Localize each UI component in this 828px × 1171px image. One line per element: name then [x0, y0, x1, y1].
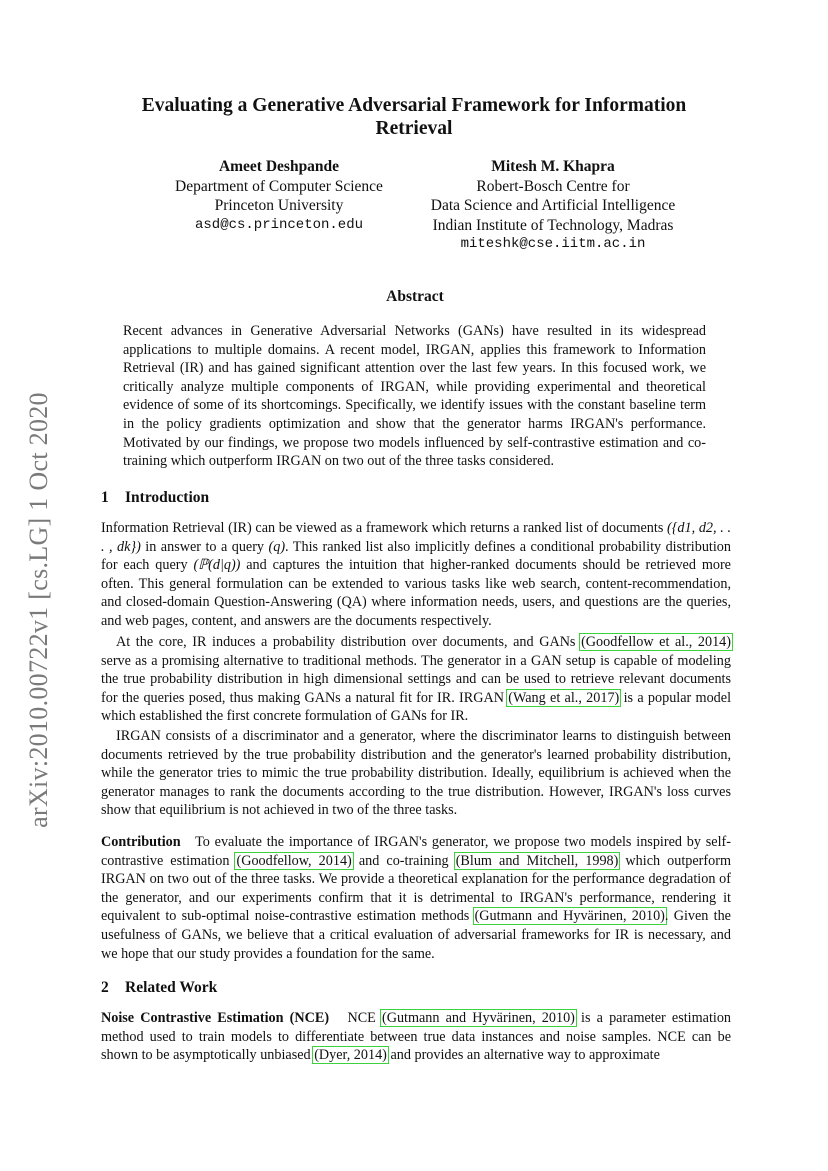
intro-paragraph-3: IRGAN consists of a discriminator and a generator, where the discriminator learns to distinguish between documents retrieved by the true probability distribution and the generator's learned probability distribution, while the generator tries to mimic the true probability distribution. Ideally, equilibrium is achieved when the generator manages to rank the documents according to the true distribution. However, IRGAN's loss curves show that equilibrium is not achieved in two of the three tasks.	[101, 728, 731, 819]
author-name: Mitesh M. Khapra	[491, 158, 615, 175]
text-run: At the core, IR induces a probability distribution over documents, and GANs	[116, 634, 582, 650]
author-name: Ameet Deshpande	[218, 158, 340, 175]
paper-title: Evaluating a Generative Adversarial Framework for Information Retrieval	[141, 95, 687, 139]
math-inline: (ℙ(d|q))	[193, 557, 241, 574]
contribution-label: Contribution	[101, 834, 181, 850]
section-title: Introduction	[125, 489, 210, 506]
citation-link[interactable]: (Goodfellow, 2014)	[236, 852, 352, 869]
text-run: serve as a promising alternative to traditional methods. The generator in a GAN setup is capable of modeling the true probability distribution in high dimensional settings and can be used to retrieve relevant documents for the queries posed, thus making GANs a natural fit for IR. IRGAN	[101, 652, 731, 706]
arxiv-stamp	[14, 375, 64, 845]
text-run: and captures the intuition that higher-ranked documents should be retrieved more often. This general formulation can be extended to various tasks like web search, content-recommendation, and closed-domain Question-Answering (QA) where information needs, users, and questions are the queries, and web pages, content, and answers are the documents respectively.	[101, 557, 731, 629]
citation-link[interactable]: (Goodfellow et al., 2014)	[581, 634, 732, 650]
citation-link[interactable]: (Dyer, 2014)	[314, 1047, 387, 1064]
author-affiliation: Department of Computer Science	[175, 177, 383, 195]
author-affiliation: Princeton University	[214, 197, 344, 214]
citation-link[interactable]: (Gutmann and Hyvärinen, 2010)	[474, 908, 665, 925]
section-title: Related Work	[125, 979, 218, 996]
citation-link[interactable]: (Wang et al., 2017)	[508, 689, 620, 706]
contribution-paragraph	[101, 833, 731, 963]
math-inline: ({d1, d2, . . . , dk})	[101, 520, 731, 555]
author-block-2	[405, 157, 701, 255]
author-block-1	[152, 157, 406, 235]
author-affiliation: Indian Institute of Technology, Madras	[432, 216, 674, 234]
intro-paragraph-2	[101, 633, 731, 726]
author-affiliation: Robert-Bosch Centre for	[476, 177, 630, 195]
author-email[interactable]: miteshk@cse.iitm.ac.in	[460, 236, 646, 252]
text-run: NCE	[347, 1010, 382, 1026]
nce-paragraph	[101, 1009, 731, 1065]
text-run: is a parameter estimation method used to train models to differentiate between true data instances and noise samples. NCE can be shown to be asymptotically unbiased	[101, 1010, 732, 1064]
citation-link[interactable]: (Gutmann and Hyvärinen, 2010)	[381, 1010, 575, 1026]
text-run: and provides an alternative way to approximate	[386, 1047, 660, 1064]
math-inline: (q)	[268, 538, 286, 555]
nce-label: Noise Contrastive Estimation (NCE)	[101, 1010, 330, 1026]
text-run: Information Retrieval (IR) can be viewed as a framework which returns a ranked list of documents	[101, 520, 668, 536]
text-run: . This ranked list also implicitly defines a conditional probability distribution for each query	[101, 538, 731, 574]
text-run: and co-training	[351, 852, 456, 869]
abstract-text: Recent advances in Generative Adversarial Networks (GANs) have resulted in its widespread applications to multiple domains. A recent model, IRGAN, applies this framework to Information Retrieval (IR) and has gained significant attention over the last few years. In this focused work, we critically analyze multiple components of IRGAN, while providing experimental and theoretical evidence of some of its shortcomings. Specifically, we identify issues with the constant baseline term in the policy gradients optimization and show that the generator harms IRGAN's performance. Motivated by our findings, we propose two models influenced by self-contrastive estimation and co-training which outperform IRGAN on two out of the three tasks considered.	[123, 323, 706, 470]
author-affiliation: Data Science and Artificial Intelligence	[430, 197, 676, 214]
text-run: is a popular model which established the first concrete formulation of GANs for IR.	[101, 689, 732, 725]
section-number: 2	[101, 979, 109, 996]
abstract-heading: Abstract	[386, 288, 444, 305]
text-run: To evaluate the importance of IRGAN's generator, we propose two models inspired by self-contrastive estimation	[101, 834, 731, 869]
section-number: 1	[101, 489, 109, 506]
section-heading-introduction	[101, 489, 731, 507]
citation-link[interactable]: (Blum and Mitchell, 1998)	[455, 852, 619, 869]
text-run: which outperform IRGAN on two out of the three tasks. We provide a theoretical explanation for the performance degradation of the generator, and our experiments confirm that it is detrimental to IRGAN's performance, rendering it equivalent to sub-optimal noise-contrastive estimation methods	[101, 852, 731, 925]
arxiv-stamp-text: arXiv:2010.00722v1 [cs.LG] 1 Oct 2020	[24, 392, 53, 828]
section-heading-related-work	[101, 979, 731, 997]
author-email[interactable]: asd@cs.princeton.edu	[194, 216, 364, 233]
intro-paragraph-1	[101, 519, 731, 631]
text-run: in answer to a query	[140, 538, 269, 555]
text-run: . Given the usefulness of GANs, we believe that a critical evaluation of adversarial frameworks for IR is necessary, and we hope that our study provides a foundation for the same.	[101, 908, 731, 962]
